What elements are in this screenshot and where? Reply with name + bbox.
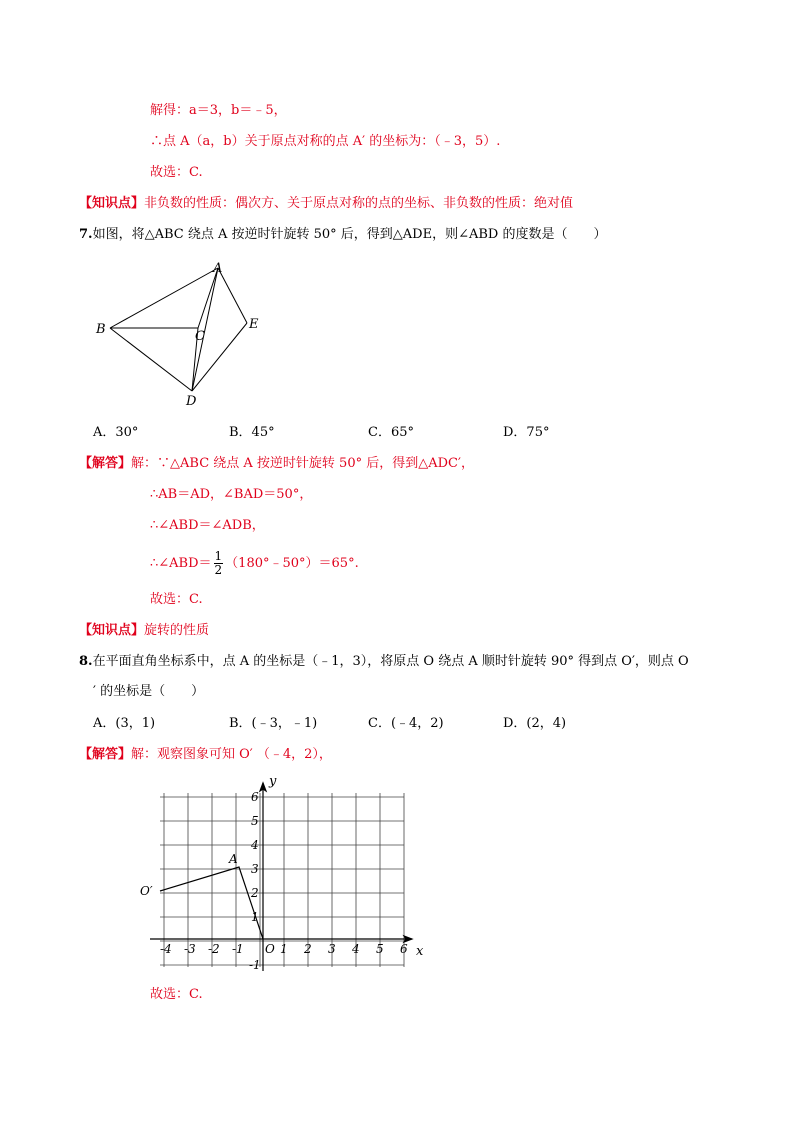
solution-choice: 故选：C. <box>150 592 203 607</box>
option-d: D．75° <box>503 425 550 440</box>
y-tick-label: 6 <box>251 790 259 804</box>
answer-line-fraction <box>150 550 359 577</box>
answer-line: ∴∠ABD＝∠ADB， <box>150 518 265 533</box>
fraction-numerator: 1 <box>214 549 223 563</box>
question-text: 如图，将△ABC 绕点 A 按逆时针旋转 50° 后，得到△ADE，则∠ABD 的度数是（ ） <box>92 227 607 242</box>
answer-suffix: （180°﹣50°）＝65°. <box>225 556 359 571</box>
y-tick-label: 3 <box>251 862 259 876</box>
x-tick-label: -4 <box>160 942 172 956</box>
y-tick-label: 4 <box>251 838 259 852</box>
origin-label: O <box>265 942 275 956</box>
question-text-cont: ′ 的坐标是（ ） <box>93 684 205 699</box>
y-axis-label: y <box>269 774 277 789</box>
coordinate-grid-figure <box>140 772 430 977</box>
x-tick-label: -1 <box>232 942 244 956</box>
knowledge-point-tag: 【知识点】 <box>79 623 145 638</box>
question-number: 7. <box>79 227 93 242</box>
option-c: C．(﹣4，2) <box>368 716 444 731</box>
answer-q7 <box>79 456 474 472</box>
option-b: B．(﹣3，﹣1) <box>229 716 318 731</box>
answer-prefix: ∴∠ABD＝ <box>150 556 212 571</box>
solution-line: ∴点 A（a，b）关于原点对称的点 A′ 的坐标为：（﹣3，5）. <box>150 134 501 149</box>
knowledge-point-text: 旋转的性质 <box>144 623 210 638</box>
label-B: B <box>96 322 106 337</box>
answer-text: 解：∵△ABC 绕点 A 按逆时针旋转 50° 后，得到△ADC′， <box>131 456 474 471</box>
question-7 <box>79 227 607 243</box>
knowledge-point <box>79 623 209 639</box>
label-C: C <box>195 329 205 344</box>
x-axis-label: x <box>416 944 424 959</box>
x-tick-label: -3 <box>184 942 196 956</box>
option-c: C．65° <box>368 425 414 440</box>
fraction-one-half <box>214 550 224 577</box>
answer-q8 <box>79 747 332 763</box>
option-a: A．30° <box>93 425 139 440</box>
x-tick-label: 5 <box>376 942 384 956</box>
question-text: 在平面直角坐标系中，点 A 的坐标是（﹣1，3），将原点 O 绕点 A 顺时针旋转 90° 得到点 O′，则点 O <box>92 654 689 669</box>
label-A: A <box>213 261 223 276</box>
answer-tag: 【解答】 <box>79 456 132 471</box>
x-tick-label: 6 <box>400 942 408 956</box>
x-tick-label: 3 <box>328 942 336 956</box>
point-o-prime-label: O′ <box>140 884 153 898</box>
rotation-figure <box>90 258 270 408</box>
point-a-label: A <box>229 852 238 866</box>
rotation-segments <box>160 867 263 939</box>
y-tick-label: 1 <box>251 910 259 924</box>
question-number: 8. <box>79 654 93 669</box>
question-8 <box>79 654 689 670</box>
solution-line: 解得：a＝3，b＝﹣5， <box>150 103 287 118</box>
label-E: E <box>249 317 259 332</box>
answer-line: ∴AB＝AD，∠BAD＝50°， <box>150 487 313 502</box>
option-a: A．(3，1) <box>93 716 156 731</box>
answer-text: 解：观察图象可知 O′ （﹣4，2）， <box>131 747 332 762</box>
option-b: B．45° <box>229 425 275 440</box>
fraction-denominator: 2 <box>214 563 223 577</box>
option-d: D．(2，4) <box>503 716 567 731</box>
x-tick-label: -2 <box>208 942 220 956</box>
solution-choice: 故选：C. <box>150 987 203 1002</box>
x-tick-label: 4 <box>352 942 360 956</box>
knowledge-point <box>79 196 573 212</box>
solution-choice: 故选：C. <box>150 165 203 180</box>
y-tick-label: -1 <box>249 958 261 972</box>
knowledge-point-text: 非负数的性质：偶次方、关于原点对称的点的坐标、非负数的性质：绝对值 <box>144 196 574 211</box>
knowledge-point-tag: 【知识点】 <box>79 196 145 211</box>
y-tick-label: 5 <box>251 814 259 828</box>
x-tick-label: 2 <box>304 942 312 956</box>
label-D: D <box>186 394 197 408</box>
answer-tag: 【解答】 <box>79 747 132 762</box>
y-tick-label: 2 <box>251 886 259 900</box>
x-tick-label: 1 <box>280 942 288 956</box>
